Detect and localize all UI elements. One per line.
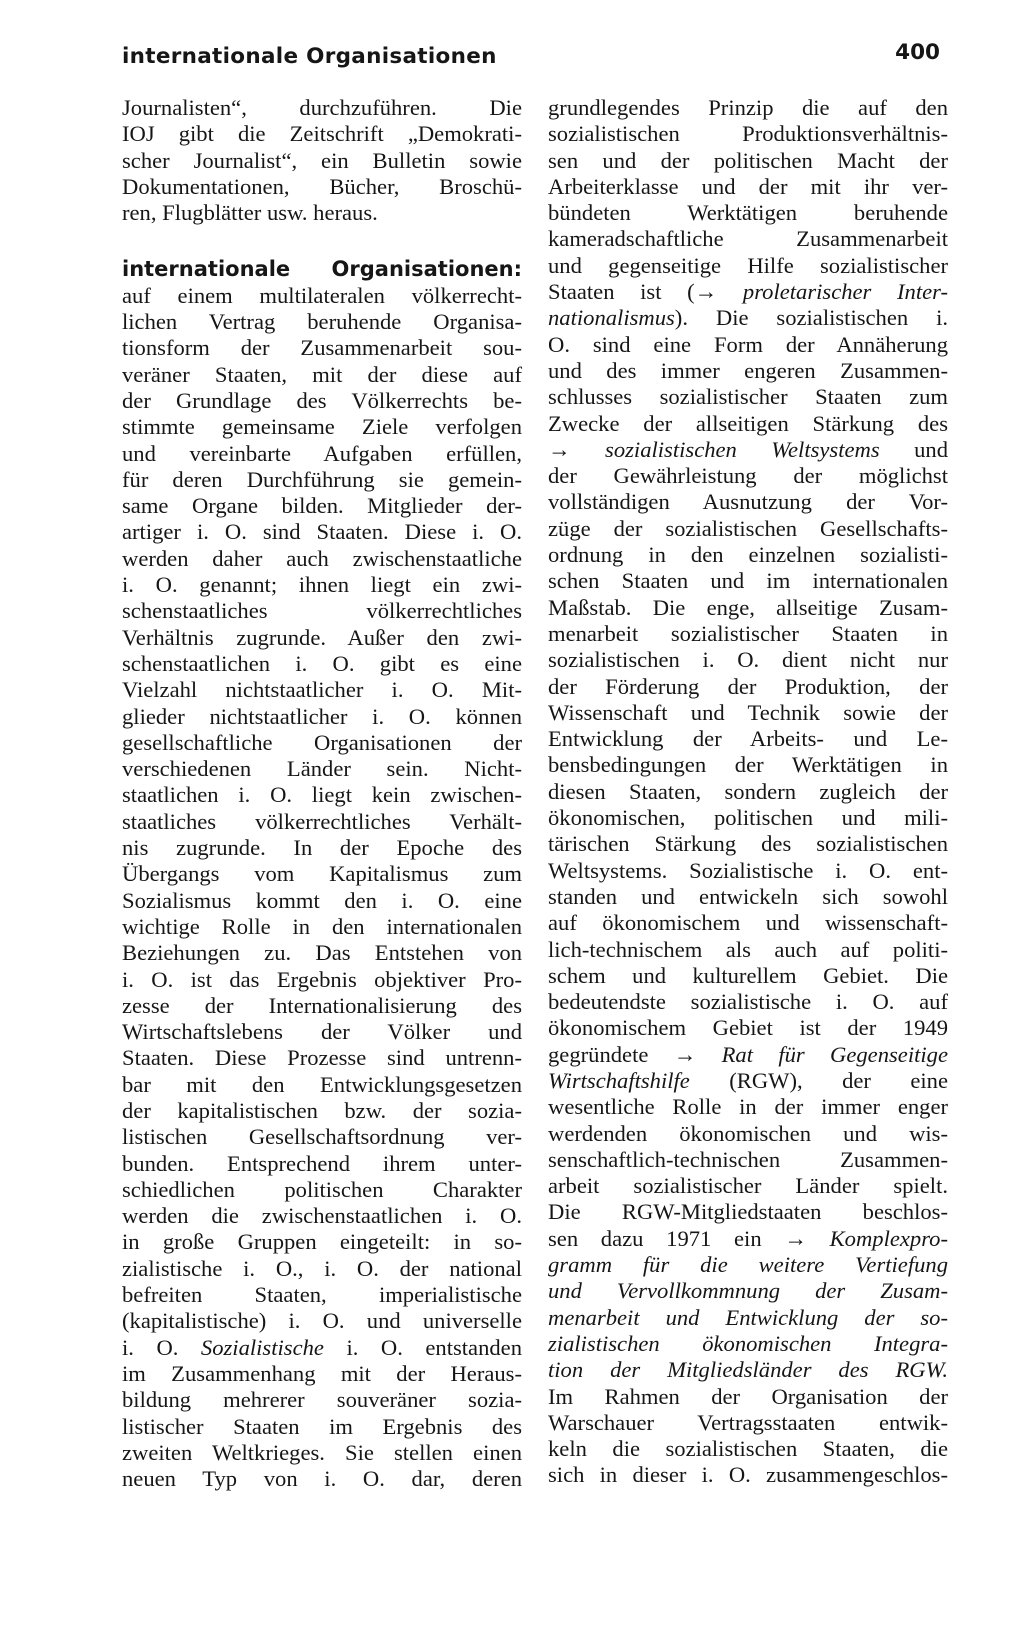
text-line: schlusses sozialistischer Staaten zum	[548, 384, 948, 410]
text-line	[548, 305, 948, 331]
text-line: Arbeiterklasse und der mit ihr ver-	[548, 173, 948, 199]
text-run: i. O. entstanden	[323, 1334, 522, 1360]
text-line	[548, 1226, 948, 1252]
text-line: der Gewährleistung der möglichst	[548, 463, 948, 489]
cross-reference-link[interactable]: gramm für die weitere Vertiefung	[548, 1252, 948, 1278]
text-line: schiedlichen politischen Charakter	[122, 1176, 522, 1202]
text-line: der Förderung der Produktion, der	[548, 673, 948, 699]
text-line: bildung mehrerer souveräner sozia-	[122, 1387, 522, 1413]
text-run: gegründete	[548, 1041, 674, 1067]
text-line: sen und der politischen Macht der	[548, 147, 948, 173]
text-line: glieder nichtstaatlicher i. O. können	[122, 703, 522, 729]
text-line: befreiten Staaten, imperialistische	[122, 1282, 522, 1308]
text-line: IOJ gibt die Zeitschrift „Demokrati-	[122, 121, 522, 147]
text-line: bar mit den Entwicklungsgesetzen	[122, 1071, 522, 1097]
cross-reference-link[interactable]: nationalismus	[548, 305, 675, 331]
text-line: Maßstab. Die enge, allseitige Zusam-	[548, 594, 948, 620]
text-line: Staaten. Diese Prozesse sind untrenn-	[122, 1045, 522, 1071]
text-line: veräner Staaten, mit der diese auf	[122, 361, 522, 387]
text-line: zesse der Internationalisierung des	[122, 992, 522, 1018]
text-line: verschiedenen Länder sein. Nicht-	[122, 756, 522, 782]
text-line: und des immer engeren Zusammen-	[548, 357, 948, 383]
text-line: der Grundlage des Völkerrechts be-	[122, 387, 522, 413]
text-line: tärischen Stärkung des sozialistischen	[548, 831, 948, 857]
text-line: Im Rahmen der Organisation der	[548, 1383, 948, 1409]
text-line: wesentliche Rolle in der immer enger	[548, 1094, 948, 1120]
text-line: auf einem multilateralen völkerrecht-	[122, 282, 522, 308]
cross-reference-link[interactable]: zialistischen ökonomischen Integra-	[548, 1330, 948, 1356]
text-run: ). Die sozialistischen i.	[674, 305, 948, 331]
text-line: wichtige Rolle in den internationalen	[122, 913, 522, 939]
text-line: i. O. genannt; ihnen liegt ein zwi-	[122, 572, 522, 598]
text-run: sen dazu 1971 ein	[548, 1225, 785, 1251]
text-line: Dokumentationen, Bücher, Broschü-	[122, 173, 522, 199]
text-line: in große Gruppen eingeteilt: in so-	[122, 1229, 522, 1255]
text-line: bedeutendste sozialistische i. O. auf	[548, 989, 948, 1015]
text-line: und gegenseitige Hilfe sozialistischer	[548, 252, 948, 278]
text-line: Entwicklung der Arbeits- und Le-	[548, 726, 948, 752]
text-line: O. sind eine Form der Annäherung	[548, 331, 948, 357]
text-line: same Organe bilden. Mitglieder der-	[122, 493, 522, 519]
text-line: senschaftlich-technischen Zusammen-	[548, 1146, 948, 1172]
text-line: Wissenschaft und Technik sowie der	[548, 699, 948, 725]
text-run: und	[879, 436, 948, 462]
text-line: artiger i. O. sind Staaten. Diese i. O.	[122, 519, 522, 545]
text-line: auf ökonomischem und wissenschaft-	[548, 910, 948, 936]
cross-reference-link[interactable]: menarbeit und Entwicklung der so-	[548, 1304, 948, 1330]
text-line	[548, 1068, 948, 1094]
text-line: sozialistischen i. O. dient nicht nur	[548, 647, 948, 673]
cross-reference-link[interactable]: → Komplexpro-	[784, 1225, 948, 1251]
cross-reference-link[interactable]: und Vervollkommnung der Zusam-	[548, 1278, 948, 1304]
text-line: bündeten Werktätigen beruhende	[548, 200, 948, 226]
text-line: listischen Gesellschaftsordnung ver-	[122, 1124, 522, 1150]
page-number: 400	[895, 40, 940, 65]
text-line: schem und kulturellem Gebiet. Die	[548, 962, 948, 988]
text-run: i. O.	[122, 1334, 201, 1360]
text-line: der kapitalistischen bzw. der sozia-	[122, 1097, 522, 1123]
text-line: Sozialismus kommt den i. O. eine	[122, 887, 522, 913]
text-line: menarbeit sozialistischer Staaten in	[548, 620, 948, 646]
text-line: Verhältnis zugrunde. Außer den zwi-	[122, 624, 522, 650]
text-line: listischer Staaten im Ergebnis des	[122, 1413, 522, 1439]
running-head: internationale Organisationen	[122, 44, 497, 69]
text-line: ökonomischen, politischen und mili-	[548, 805, 948, 831]
text-line	[122, 1335, 522, 1361]
text-line: und vereinbarte Aufgaben erfüllen,	[122, 440, 522, 466]
cross-reference-link[interactable]: → sozialistischen Weltsystems	[548, 436, 880, 462]
text-line: zweiten Weltkrieges. Sie stellen einen	[122, 1439, 522, 1465]
cross-reference-link[interactable]: → proletarischer Inter-	[694, 279, 948, 305]
cross-reference-link[interactable]: → Rat für Gegenseitige	[673, 1041, 948, 1067]
text-line: werden die zwischenstaatlichen i. O.	[122, 1203, 522, 1229]
text-line: bensbedingungen der Werktätigen in	[548, 752, 948, 778]
text-line: im Zusammenhang mit der Heraus-	[122, 1360, 522, 1386]
text-line: bunden. Entsprechend ihrem unter-	[122, 1150, 522, 1176]
text-line: staatlichen i. O. liegt kein zwischen-	[122, 782, 522, 808]
text-line: schenstaatlichen i. O. gibt es eine	[122, 650, 522, 676]
text-line	[548, 279, 948, 305]
text-line: Zwecke der allseitigen Stärkung des	[548, 410, 948, 436]
text-run: (RGW), der eine	[689, 1067, 948, 1093]
cross-reference-link[interactable]: tion der Mitgliedsländer des RGW.	[548, 1357, 948, 1383]
text-line: keln die sozialistischen Staaten, die	[548, 1436, 948, 1462]
text-line: werdenden ökonomischen und wis-	[548, 1120, 948, 1146]
text-line: diesen Staaten, sondern zugleich der	[548, 778, 948, 804]
text-line: vollständigen Ausnutzung der Vor-	[548, 489, 948, 515]
left-column	[122, 95, 522, 1492]
text-line: kameradschaftliche Zusammenarbeit	[548, 226, 948, 252]
text-line: arbeit sozialistischer Länder spielt.	[548, 1173, 948, 1199]
text-line: stimmte gemeinsame Ziele verfolgen	[122, 414, 522, 440]
text-line: (kapitalistische) i. O. und universelle	[122, 1308, 522, 1334]
text-line: lich-technischem als auch auf politi-	[548, 936, 948, 962]
text-line: werden daher auch zwischenstaatliche	[122, 545, 522, 571]
text-line: Wirtschaftslebens der Völker und	[122, 1019, 522, 1045]
text-run: Staaten ist (	[548, 279, 695, 305]
text-line: nis zugrunde. In der Epoche des	[122, 835, 522, 861]
text-line: Weltsystems. Sozialistische i. O. ent-	[548, 857, 948, 883]
cross-reference-link[interactable]: Wirtschaftshilfe	[548, 1067, 690, 1093]
text-line: Warschauer Vertragsstaaten entwik-	[548, 1409, 948, 1435]
text-line: für deren Durchführung sie gemein-	[122, 466, 522, 492]
text-line: ren, Flugblätter usw. heraus.	[122, 200, 378, 226]
text-line: gesellschaftliche Organisationen der	[122, 729, 522, 755]
text-line: neuen Typ von i. O. dar, deren	[122, 1466, 522, 1492]
italic-term: Sozialistische	[200, 1334, 324, 1360]
text-line	[548, 1042, 948, 1068]
text-line	[548, 437, 948, 463]
text-line: sich in dieser i. O. zusammengeschlos-	[548, 1462, 948, 1488]
text-line: züge der sozialistischen Gesellschafts-	[548, 515, 948, 541]
text-line: Journalisten“, durchzuführen. Die	[122, 95, 522, 120]
text-line: standen und entwickeln sich sowohl	[548, 883, 948, 909]
text-line: i. O. ist das Ergebnis objektiver Pro-	[122, 966, 522, 992]
text-line: schen Staaten und im internationalen	[548, 568, 948, 594]
entry-headword: internationale Organisationen:	[122, 257, 522, 282]
text-line: ökonomischem Gebiet ist der 1949	[548, 1015, 948, 1041]
text-line: Vielzahl nichtstaatlicher i. O. Mit-	[122, 677, 522, 703]
text-line: scher Journalist“, ein Bulletin sowie	[122, 147, 522, 173]
text-line: tionsform der Zusammenarbeit sou-	[122, 335, 522, 361]
text-line: Beziehungen zu. Das Entstehen von	[122, 940, 522, 966]
text-line: schenstaatliches völkerrechtliches	[122, 598, 522, 624]
text-line: sozialistischen Produktionsverhältnis-	[548, 121, 948, 147]
text-line: lichen Vertrag beruhende Organisa-	[122, 309, 522, 335]
text-line: grundlegendes Prinzip die auf den	[548, 95, 948, 120]
text-line: staatliches völkerrechtliches Verhält-	[122, 808, 522, 834]
right-column	[548, 95, 948, 1489]
text-line: ordnung in den einzelnen sozialisti-	[548, 542, 948, 568]
text-line: Übergangs vom Kapitalismus zum	[122, 861, 522, 887]
text-line: zialistische i. O., i. O. der national	[122, 1255, 522, 1281]
text-line: Die RGW-Mitgliedstaaten beschlos-	[548, 1199, 948, 1225]
